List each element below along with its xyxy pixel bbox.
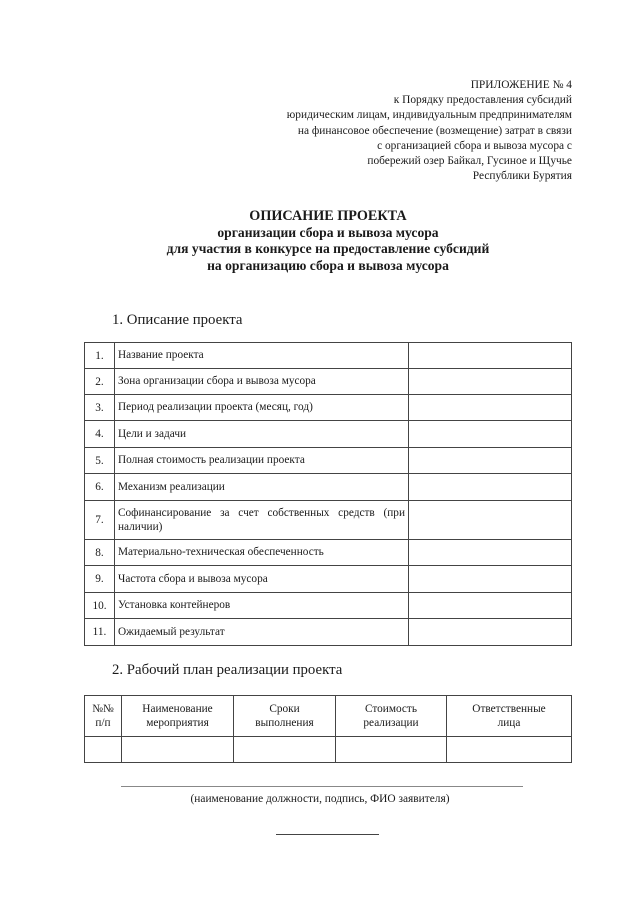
row-number: 11. [85, 619, 115, 646]
section-heading-description: 1. Описание проекта [112, 312, 243, 328]
plan-cell[interactable] [234, 737, 336, 763]
plan-cell[interactable] [85, 737, 122, 763]
row-number: 5. [85, 448, 115, 474]
header-text: мероприятия [146, 717, 209, 729]
appendix-line: к Порядку предоставления субсидий [393, 94, 572, 107]
header-text: реализации [363, 717, 419, 729]
table-row [85, 501, 572, 540]
header-text: Стоимость [364, 703, 418, 715]
row-number: 2. [85, 369, 115, 395]
title-line: для участия в конкурсе на предоставление субсидий [166, 241, 490, 256]
section-heading-work-plan: 2. Рабочий план реализации проекта [112, 662, 343, 678]
row-label: Частота сбора и вывоза мусора [115, 566, 409, 593]
plan-cell[interactable] [336, 737, 447, 763]
row-label: Ожидаемый результат [115, 619, 409, 646]
header-text: п/п [95, 717, 111, 729]
table-row [85, 369, 572, 395]
header-text: Сроки [269, 703, 300, 715]
project-description-table [84, 342, 572, 646]
title-line: на организацию сбора и вывоза мусора [207, 257, 449, 273]
title-main: ОПИСАНИЕ ПРОЕКТА [249, 208, 407, 224]
table-row [85, 474, 572, 501]
table-row [85, 619, 572, 646]
appendix-line: с организацией сбора и вывоза мусора с [377, 139, 572, 152]
row-number: 3. [85, 395, 115, 421]
appendix-line: ПРИЛОЖЕНИЕ № 4 [470, 79, 572, 91]
header-text: лица [497, 717, 521, 729]
row-number: 8. [85, 540, 115, 566]
row-value-cell[interactable] [409, 448, 572, 474]
row-number: 6. [85, 474, 115, 501]
row-value-cell[interactable] [409, 421, 572, 448]
appendix-line: юридическим лицам, индивидуальным предпринимателям [286, 109, 572, 122]
row-value-cell[interactable] [409, 474, 572, 501]
table-row [85, 593, 572, 619]
row-value-cell[interactable] [409, 619, 572, 646]
row-value-cell[interactable] [409, 501, 572, 540]
plan-cell[interactable] [447, 737, 572, 763]
row-value-cell[interactable] [409, 540, 572, 566]
row-label: Механизм реализации [115, 474, 409, 501]
row-number: 10. [85, 593, 115, 619]
header-text: №№ [92, 703, 114, 715]
table-row [85, 566, 572, 593]
row-value-cell[interactable] [409, 369, 572, 395]
row-number: 4. [85, 421, 115, 448]
table-row [85, 395, 572, 421]
appendix-line: на финансовое обеспечение (возмещение) затрат в связи [297, 124, 572, 137]
row-number: 9. [85, 566, 115, 593]
document-title [0, 208, 640, 274]
row-label: Полная стоимость реализации проекта [115, 448, 409, 474]
table-row [85, 540, 572, 566]
table-row [85, 737, 572, 763]
row-label: Цели и задачи [115, 421, 409, 448]
appendix-line: Республики Бурятия [472, 170, 572, 183]
row-value-cell[interactable] [409, 343, 572, 369]
signature-caption: (наименование должности, подпись, ФИО заявителя) [190, 793, 450, 805]
column-header-responsible [447, 696, 572, 737]
row-label: Название проекта [115, 343, 409, 369]
row-value-cell[interactable] [409, 566, 572, 593]
header-text: Ответственные [472, 703, 546, 715]
header-text: выполнения [255, 717, 314, 729]
table-row [85, 448, 572, 474]
header-text: Наименование [142, 703, 213, 715]
work-plan-table [84, 695, 572, 763]
row-label: Материально-техническая обеспеченность [115, 540, 409, 566]
row-number: 1. [85, 343, 115, 369]
table-header-row [85, 696, 572, 737]
column-header-deadline [234, 696, 336, 737]
row-label: Установка контейнеров [115, 593, 409, 619]
row-value-cell[interactable] [409, 395, 572, 421]
column-header-num [85, 696, 122, 737]
column-header-event [122, 696, 234, 737]
column-header-cost [336, 696, 447, 737]
title-line: организации сбора и вывоза мусора [217, 224, 439, 240]
table-row [85, 421, 572, 448]
row-number: 7. [85, 501, 115, 540]
row-label: Софинансирование за счет собственных средств (при наличии) [115, 501, 409, 540]
signature-line [121, 786, 523, 787]
plan-cell[interactable] [122, 737, 234, 763]
row-value-cell[interactable] [409, 593, 572, 619]
appendix-header [287, 78, 572, 184]
row-label: Зона организации сбора и вывоза мусора [115, 369, 409, 395]
row-label: Период реализации проекта (месяц, год) [115, 395, 409, 421]
date-line [276, 834, 379, 835]
table-row [85, 343, 572, 369]
appendix-line: побережий озер Байкал, Гусиное и Щучье [367, 155, 572, 168]
